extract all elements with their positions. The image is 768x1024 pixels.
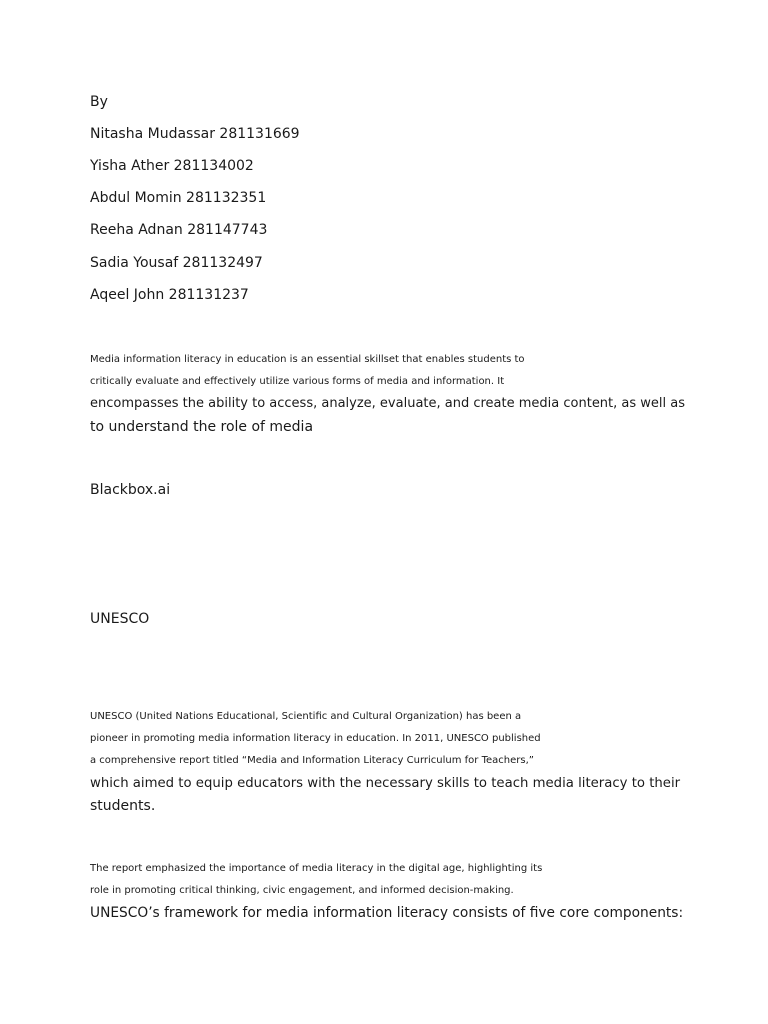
intro-paragraph	[90, 349, 685, 438]
author-line: Reeha Adnan 281147743	[90, 222, 268, 238]
paragraph-line: UNESCO’s framework for media information literacy consists of five core components:	[90, 905, 684, 922]
paragraph-line: encompasses the ability to access, analyze, evaluate, and create media content, as well as	[90, 396, 686, 412]
unesco-paragraph	[90, 706, 680, 817]
author-line: Sadia Yousaf 281132497	[90, 255, 263, 271]
paragraph-line: pioneer in promoting media information literacy in education. In 2011, UNESCO published	[90, 733, 541, 745]
paragraph-line: The report emphasized the importance of media literacy in the digital age, highlighting its	[90, 863, 543, 874]
section-heading: UNESCO	[90, 611, 150, 627]
paragraph-line: critically evaluate and effectively utilize various forms of media and information. It	[90, 376, 505, 388]
paragraph-line: UNESCO (United Nations Educational, Scientific and Cultural Organization) has been a	[90, 711, 522, 722]
paragraph-line: which aimed to equip educators with the necessary skills to teach media literacy to their	[90, 775, 681, 791]
author-line: Nitasha Mudassar 281131669	[90, 126, 300, 142]
paragraph-line: role in promoting critical thinking, civic engagement, and informed decision-making.	[90, 885, 514, 897]
paragraph-line: a comprehensive report titled “Media and Information Literacy Curriculum for Teachers,”	[90, 755, 534, 767]
author-line: Abdul Momin 281132351	[90, 190, 267, 206]
document-page	[90, 0, 690, 1024]
author-line: Aqeel John 281131237	[90, 287, 249, 303]
byline: By	[90, 94, 108, 110]
paragraph-line: students.	[90, 797, 156, 814]
paragraph-line: to understand the role of media	[90, 418, 314, 435]
paragraph-line: Media information literacy in education is an essential skillset that enables students to	[90, 354, 525, 365]
author-line: Yisha Ather 281134002	[90, 158, 254, 174]
report-paragraph	[90, 858, 683, 925]
source-label: Blackbox.ai	[90, 482, 171, 498]
